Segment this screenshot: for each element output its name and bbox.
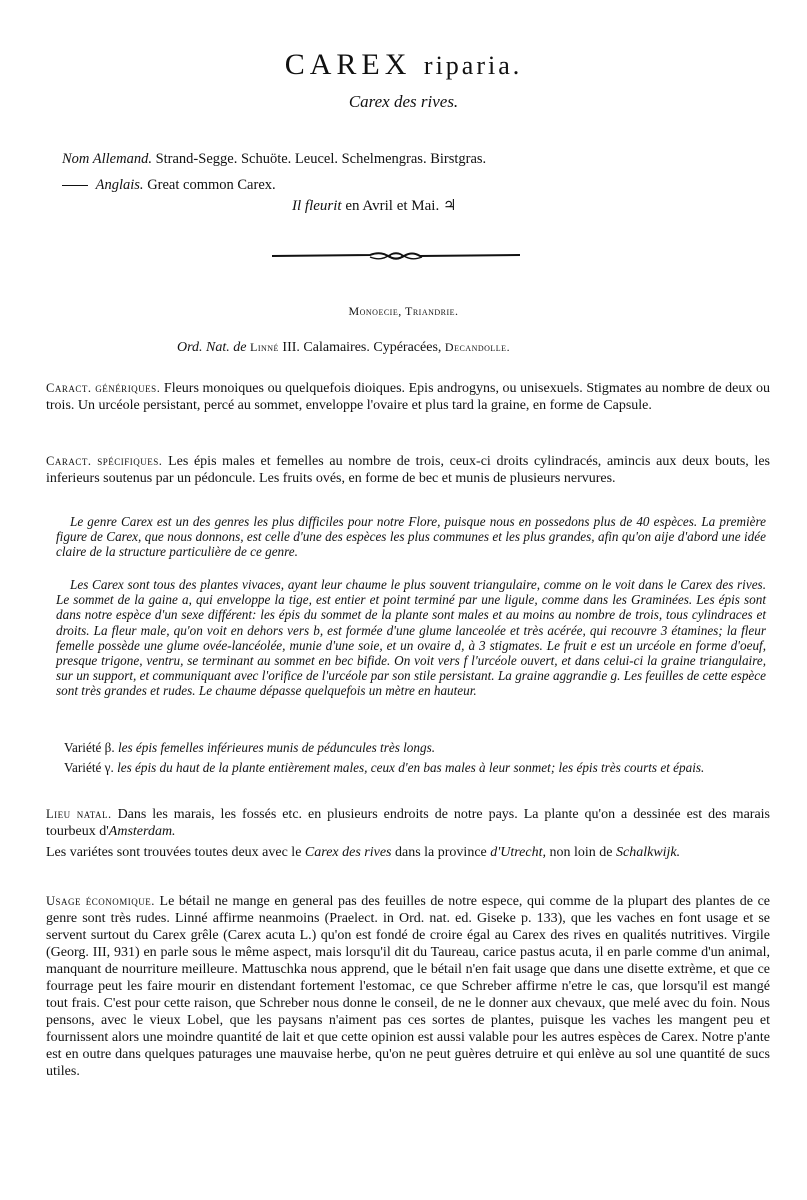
varieties-location bbox=[46, 844, 770, 861]
page-title bbox=[0, 48, 807, 82]
variety-beta-label: Variété β. bbox=[64, 740, 115, 755]
jupiter-symbol: ♃ bbox=[442, 198, 457, 214]
variety-gamma-text: les épis du haut de la plante entièrement males, ceux d'en bas males à leur sonmet; les épis très courts et épais. bbox=[117, 760, 705, 775]
description-paragraph: Les Carex sont tous des plantes vivaces, ayant leur chaume le plus souvent triangulaire, comme on le voit dans le Carex des rives. Le sommet de la gaine a, qui enveloppe la tige, est entier et point terminé par une ligule, comme dans les Graminées. Les épis sont dans notre espèce d'un sexe différent: les épis du sommet de la plante sont males et au moins au nombre de trois, tous cylindraces et droits. La fleur male, qu'on voit en dehors vers b, est formée d'une glume lanceolée et très acérée, qui recouvre 3 étamines; la fleur femelle possède une glume ovée-lancéolée, munie d'une soie, et un ovaire d, à 3 stigmates. Le fruit e est un urcéole en forme d'oeuf, presque trigone, ventru, se terminant au sommet en bec bifide. On voit vers f l'urcéole ouvert, et dans celui-ci la graine triangulaire, sur un support, et communiquant avec l'orifice de l'urcéole par son stile persistant. La graine aggrandie g. Les feuilles de cette espèce sont très grandes et rudes. Le chaume dépasse quelquefois un mètre en hauteur. bbox=[56, 577, 766, 699]
french-name: Carex des rives. bbox=[348, 92, 459, 111]
english-names-line bbox=[62, 177, 276, 194]
linnaean-class: Monoecie, Triandrie. bbox=[348, 304, 459, 318]
ornamental-divider bbox=[270, 248, 522, 264]
english-names: Great common Carex. bbox=[147, 177, 276, 193]
genus-name: CAREX bbox=[284, 48, 412, 81]
varieties-text3: non loin de bbox=[549, 845, 613, 860]
variety-gamma-label: Variété γ. bbox=[64, 760, 114, 775]
native-habitat bbox=[46, 806, 770, 840]
habitat-text: Dans les marais, les fossés etc. en plusieurs endroits de notre pays. La plante qu'on a dessinée est des marais tourbeux d' bbox=[46, 807, 770, 839]
varieties-carex: Carex des rives bbox=[304, 845, 392, 860]
habitat-place: Amsterdam. bbox=[108, 824, 176, 839]
generic-label: Caract. génériques. bbox=[46, 381, 161, 395]
variety-beta-text: les épis femelles inférieures munis de péduncules très longs. bbox=[117, 740, 436, 755]
author-linne: Linné bbox=[249, 340, 279, 354]
varieties-text1: Les variétes sont trouvées toutes deux avec le bbox=[46, 845, 302, 860]
order-prefix: Ord. Nat. de bbox=[177, 340, 247, 355]
varieties-province: d'Utrecht, bbox=[490, 845, 546, 860]
flowering-label: Il fleurit bbox=[292, 198, 342, 214]
species-name: riparia. bbox=[423, 51, 523, 80]
flowering-line bbox=[292, 196, 456, 215]
usage-text: Le bétail ne mange en general pas des feuilles de notre espece, qui comme de la plupart des plantes de ce genre sont très rudes. Linné affirme neanmoins (Praelect. in Ord. nat. ed. Giseke p. 133), que les vaches en font usage et se servent surtout du Carex grêle (Carex acuta L.) qu'on est fondé de croire égal au Carex des rives en qualités nutritives. Virgile (Georg. III, 931) en parle sous le même aspect, mais lorsqu'il dit du Taureau, carice pastus acuta, il en parle comme d'un animal, manquant de nourriture meilleure. Mattuschka nous apprend, que le bétail n'en fait usage que dans une disette extrème, et que ce fourrage peut les faire mourir en distendant fortement l'estomac, ce que Schreber affirme n'etre le cas, que lorsqu'il est mangé tout frais. C'est pour cette raison, que Schreber nous donne le conseil, de ne le donner aux chevaux, que melé avec du foin. Nous pensons, avec le vieux Lobel, que les paysans n'aiment pas ces sortes de plantes, puisque les vaches les mangent peu et fournissent alors une moindre quantité de lait et que cette opinion est aussi valable pour les autres espèces de Carex. Notre p'ante est en outre dans quelques paturages une mauvaise herbe, qu'on ne peut guères detruire et qui enlève au sol une quantité de sucs utiles. bbox=[46, 894, 771, 1079]
dash-rule bbox=[62, 185, 88, 186]
order-names: III. Calamaires. Cypéracées, bbox=[282, 340, 442, 355]
generic-characters bbox=[46, 380, 770, 414]
german-names: Strand-Segge. Schuöte. Leucel. Schelmengras. Birstgras. bbox=[155, 151, 487, 167]
varieties-text2: dans la province bbox=[395, 845, 487, 860]
german-label: Nom Allemand. bbox=[62, 151, 152, 167]
usage-label: Usage économique. bbox=[46, 894, 155, 908]
natural-order-line bbox=[177, 340, 510, 356]
economic-use bbox=[46, 893, 770, 1080]
variety-beta bbox=[64, 740, 764, 756]
habitat-label: Lieu natal. bbox=[46, 807, 112, 821]
specific-text: Les épis males et femelles au nombre de trois, ceux-ci droits cylindracés, amincis aux deux bouts, les inferieurs soutenus par un pédoncule. Les fruits ovés, en forme de bec et munis de plusieurs nervures. bbox=[46, 454, 771, 486]
flowering-months: en Avril et Mai. bbox=[345, 198, 440, 214]
generic-text: Fleurs monoiques ou quelquefois dioiques. Epis androgyns, ou unisexuels. Stigmates au nombre de deux ou trois. Un urcéole persistant, percé au sommet, enveloppe l'ovaire et plus tard la graine, en forme de Capsule. bbox=[46, 381, 770, 413]
variety-gamma bbox=[64, 760, 764, 776]
specific-characters bbox=[46, 453, 770, 487]
german-names-line bbox=[62, 151, 486, 168]
english-label: Anglais. bbox=[95, 177, 144, 193]
genus-paragraph: Le genre Carex est un des genres les plus difficiles pour notre Flore, puisque nous en possedons plus de 40 espèces. La première figure de Carex, que nous donnons, est celle d'une des espèces les plus communes et les plus grandes, afin qu'on aije d'abord une idée claire de la structure particulière de ce genre. bbox=[56, 514, 766, 560]
author-decandolle: Decandolle. bbox=[444, 340, 511, 354]
specific-label: Caract. spécifiques. bbox=[46, 454, 163, 468]
varieties-town: Schalkwijk. bbox=[616, 845, 681, 860]
